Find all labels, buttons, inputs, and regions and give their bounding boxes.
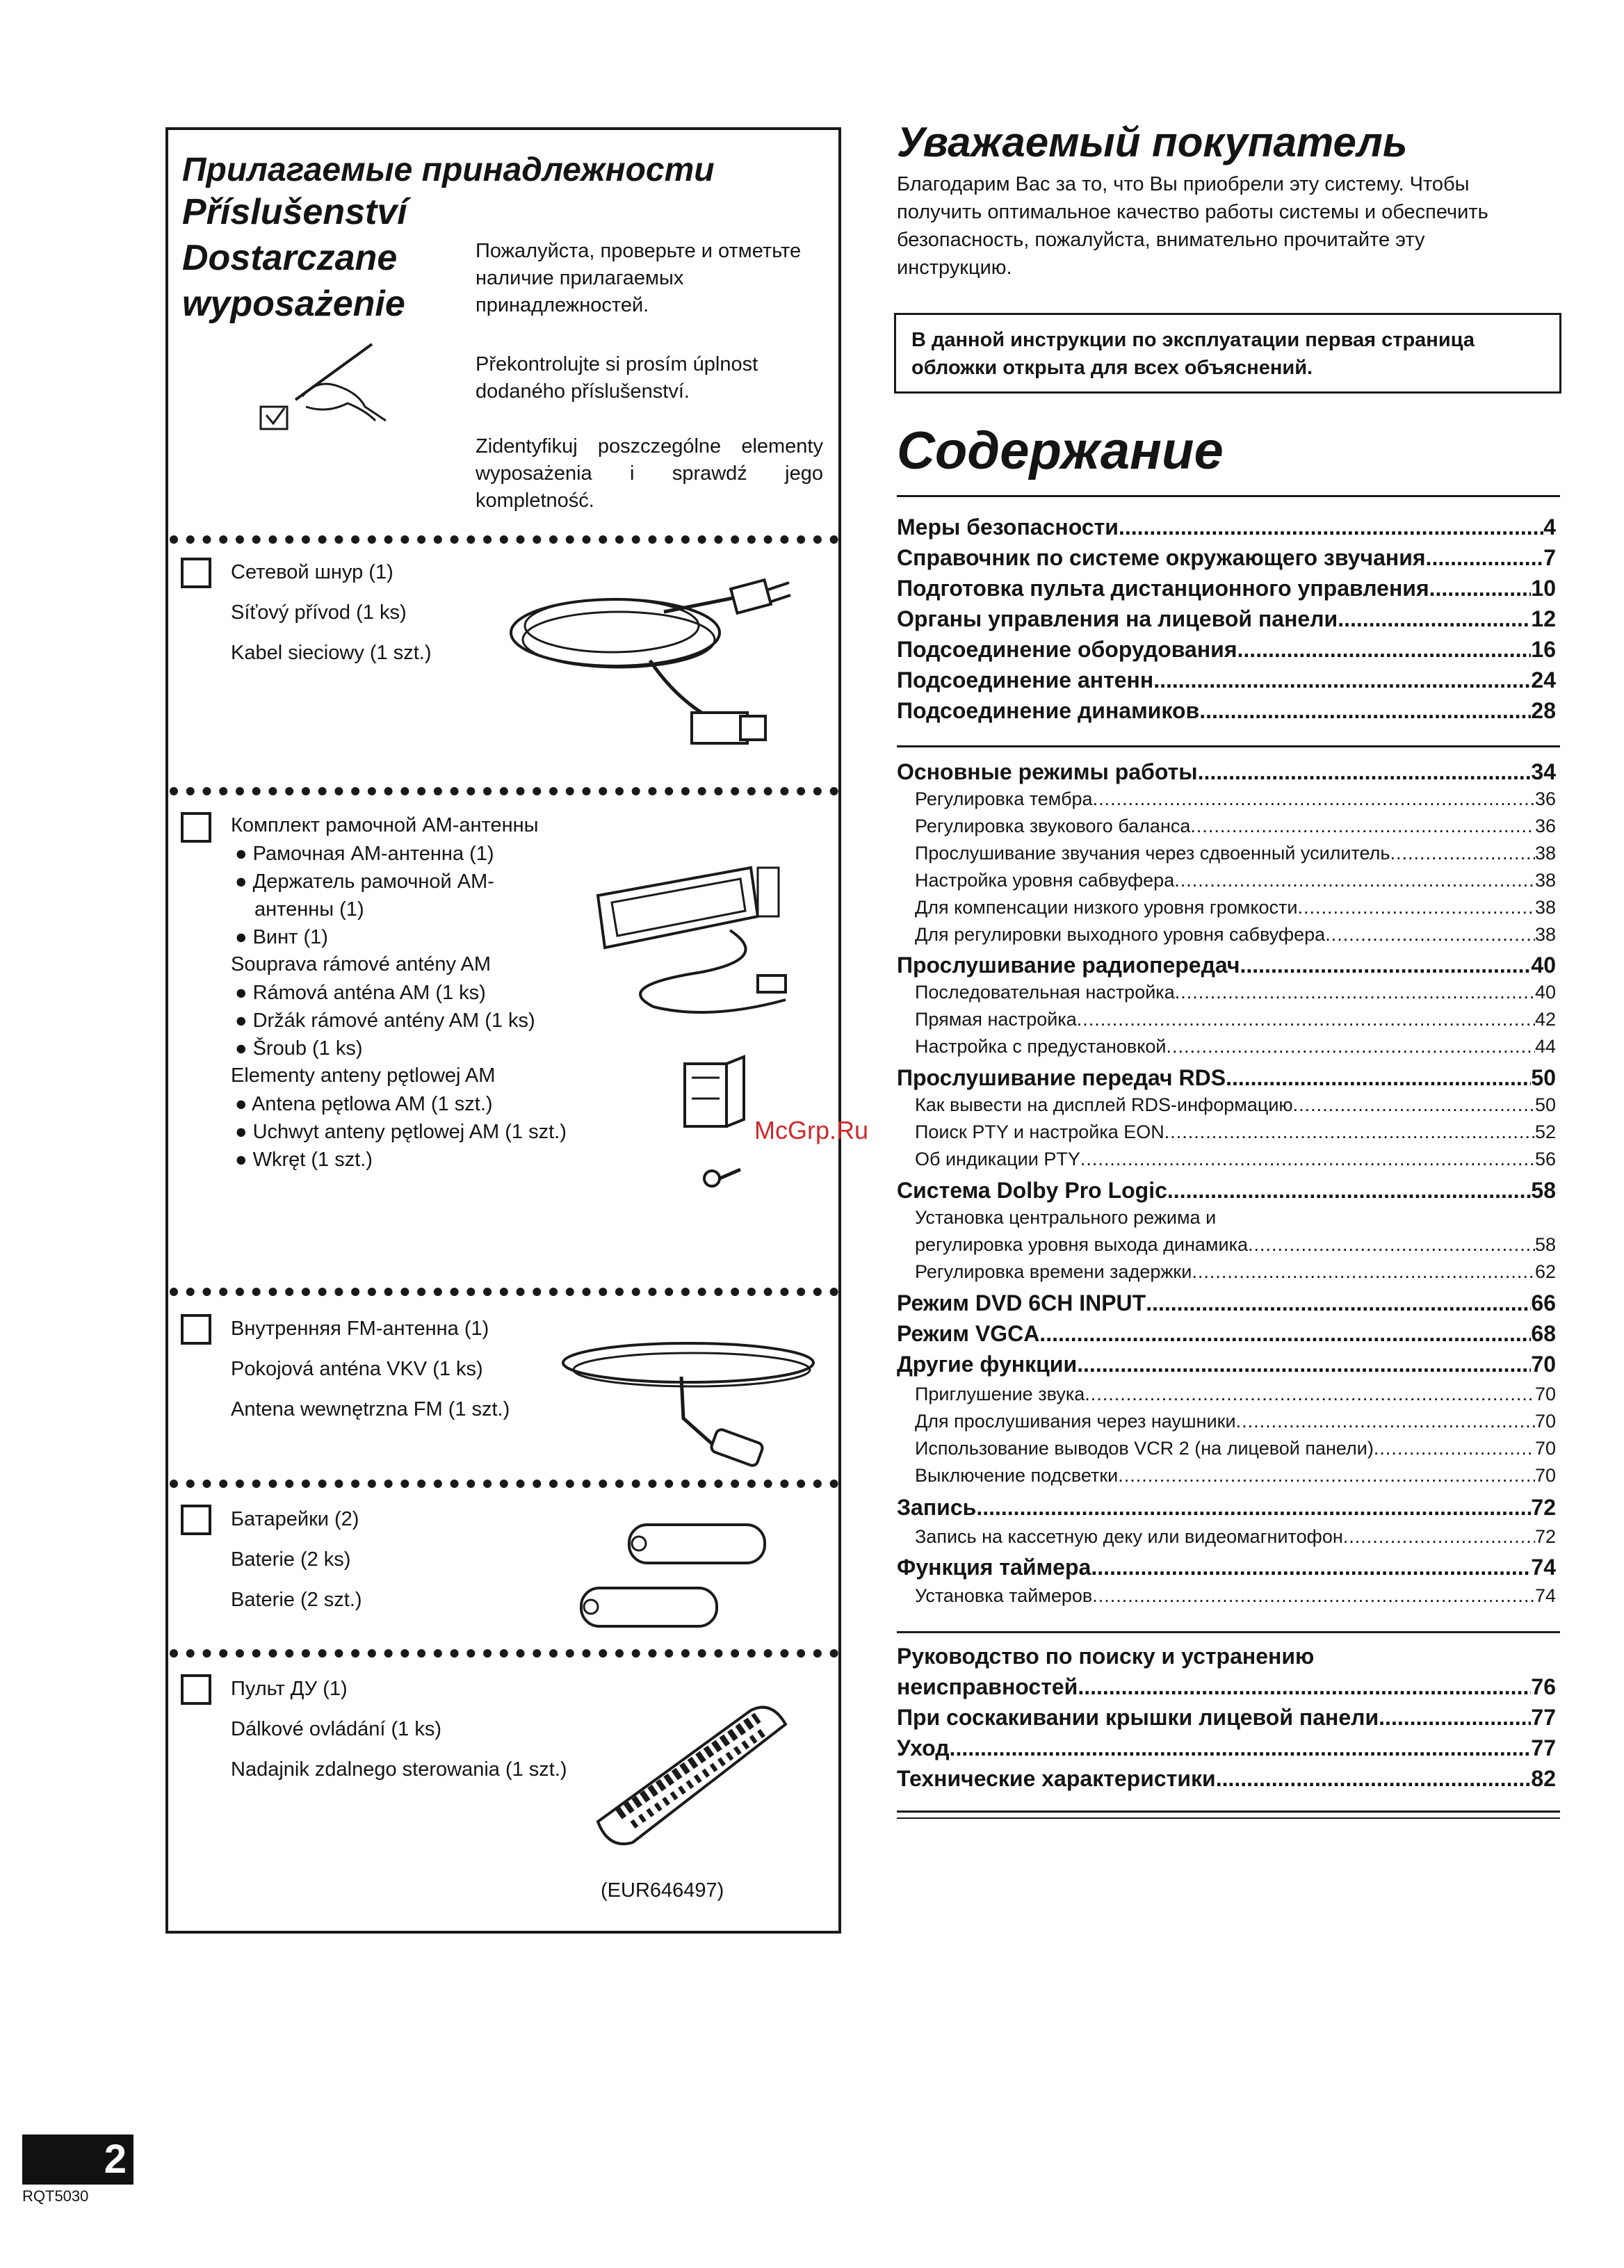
- accessories-intro-pl: Zidentyfikuj poszczególne elementy wyposażenia i sprawdź jego kompletność.: [476, 435, 823, 512]
- accessories-heading-ru: Прилагаемые принадлежности: [182, 152, 715, 188]
- toc-entry[interactable]: Функция таймера ..... 74: [897, 1555, 1556, 1585]
- toc-subentry[interactable]: Настройка с предустановкой ..... 44: [897, 1036, 1556, 1063]
- dear-customer-text: Благодарим Вас за то, что Вы приобрели эту систему. Чтобы получить оптимальное качество работы системы и обеспечить безопасность, пожалуйста, внимательно прочитайте эту инструкцию.: [897, 173, 1488, 279]
- toc-subentry[interactable]: Прямая настройка ..... 42: [897, 1009, 1556, 1036]
- accessories-intro-ru: Пожалуйста, проверьте и отметьте наличие прилагаемых принадлежностей.: [476, 240, 802, 316]
- item-label: Сетевой шнур (1): [231, 561, 393, 583]
- toc-entry: Руководство по поиску и устранению: [897, 1644, 1315, 1669]
- toc-subentry[interactable]: регулировка уровня выхода динамика ..... 58: [897, 1234, 1556, 1261]
- accessories-heading-pl-2: wyposażenie: [182, 284, 405, 324]
- item-label: Батарейки (2): [231, 1508, 359, 1530]
- accessories-intro-cz: Překontrolujte si prosím úplnost dodaného příslušenství.: [476, 353, 758, 403]
- bullet-item: ● Wkręt (1 szt.): [235, 1149, 373, 1171]
- remote-control-icon: [591, 1696, 799, 1856]
- bullet-item-cont: антенны (1): [254, 898, 364, 921]
- dotted-separator: [170, 787, 838, 795]
- toc-subentry[interactable]: Последовательная настройка ..... 40: [897, 982, 1556, 1009]
- toc-entry[interactable]: Меры безопасности ..... 4: [897, 515, 1556, 545]
- toc-entry[interactable]: Прослушивание радиопередач ..... 40: [897, 953, 1556, 983]
- toc-entry[interactable]: Режим VGCA ..... 68: [897, 1321, 1556, 1352]
- toc-subentry[interactable]: Для прослушивания через наушники ..... 70: [897, 1411, 1556, 1438]
- battery-icon: [574, 1582, 727, 1631]
- divider: [897, 745, 1560, 747]
- toc-subentry[interactable]: Поиск PTY и настройка EON ..... 52: [897, 1121, 1556, 1149]
- toc-entry[interactable]: Подсоединение оборудования ..... 16: [897, 637, 1556, 667]
- toc-subentry: Установка центрального режима и: [915, 1207, 1217, 1228]
- bullet-item: ● Antena pętlowa AM (1 szt.): [235, 1093, 493, 1115]
- divider: [897, 1811, 1560, 1813]
- divider: [897, 1817, 1560, 1819]
- toc-entry[interactable]: Система Dolby Pro Logic ..... 58: [897, 1178, 1556, 1208]
- toc-subentry[interactable]: Использование выводов VCR 2 (на лицевой панели) ..... 70: [897, 1438, 1556, 1465]
- bullet-item: ● Держатель рамочной АМ-: [235, 870, 494, 893]
- toc-subentry[interactable]: Настройка уровня сабвуфера ..... 38: [897, 870, 1556, 897]
- item-title-pl: Elementy anteny pętlowej AM: [231, 1064, 496, 1087]
- item-label: Пульт ДУ (1): [231, 1678, 348, 1700]
- toc-subentry[interactable]: Для регулировки выходного уровня сабвуфера ..... 38: [897, 924, 1556, 951]
- divider: [897, 495, 1560, 497]
- dotted-separator: [170, 1649, 838, 1658]
- checkbox-batteries[interactable]: [181, 1505, 211, 1535]
- toc-entry[interactable]: Подготовка пульта дистанционного управления ..... 10: [897, 576, 1556, 606]
- toc-entry[interactable]: Технические характеристики ..... 82: [897, 1766, 1556, 1797]
- toc-subentry[interactable]: Приглушение звука ..... 70: [897, 1384, 1556, 1411]
- item-title-ru: Комплект рамочной АМ-антенны: [231, 814, 539, 836]
- item-label: Внутренняя FM-антенна (1): [231, 1318, 489, 1340]
- toc-subentry[interactable]: Для компенсации низкого уровня громкости ..... 38: [897, 897, 1556, 924]
- divider: [897, 1631, 1560, 1633]
- checkbox-fm-antenna[interactable]: [181, 1314, 211, 1345]
- bullet-item: ● Uchwyt anteny pętlowej AM (1 szt.): [235, 1121, 567, 1143]
- item-label: Nadajnik zdalnego sterowania (1 szt.): [231, 1758, 567, 1781]
- toc-subentry[interactable]: Об индикации PTY ..... 56: [897, 1149, 1556, 1176]
- bullet-item: ● Rámová anténa AM (1 ks): [235, 982, 486, 1004]
- toc-subentry[interactable]: Запись на кассетную деку или видеомагнитофон ..... 72: [897, 1526, 1556, 1553]
- dotted-separator: [170, 1288, 838, 1296]
- toc-entry[interactable]: Прослушивание передач RDS ..... 50: [897, 1065, 1556, 1096]
- item-label: Dálkové ovládání (1 ks): [231, 1718, 442, 1740]
- checkbox-remote[interactable]: [181, 1674, 211, 1705]
- bullet-item: ● Винт (1): [235, 926, 328, 948]
- item-label: Antena wewnętrzna FM (1 szt.): [231, 1398, 510, 1420]
- toc-entry[interactable]: Запись ..... 72: [897, 1495, 1556, 1525]
- item-label: Kabel sieciowy (1 szt.): [231, 642, 432, 664]
- toc-subentry[interactable]: Прослушивание звучания через сдвоенный усилитель ..... 38: [897, 843, 1556, 870]
- remote-model-number: (EUR646497): [601, 1879, 724, 1902]
- toc-entry[interactable]: Подсоединение антенн ..... 24: [897, 667, 1556, 698]
- bullet-item: ● Рамочная АМ-антенна (1): [235, 843, 494, 865]
- item-label: Baterie (2 ks): [231, 1548, 351, 1571]
- toc-entry[interactable]: Уход ..... 77: [897, 1735, 1556, 1766]
- power-cord-icon: [497, 556, 796, 765]
- bullet-item: ● Šroub (1 ks): [235, 1037, 363, 1060]
- antenna-holder-icon: [678, 1050, 754, 1140]
- toc-entry[interactable]: Другие функции ..... 70: [897, 1352, 1556, 1382]
- item-label: Baterie (2 szt.): [231, 1589, 362, 1611]
- toc-subentry[interactable]: Регулировка тембра ..... 36: [897, 788, 1556, 816]
- toc-entry[interactable]: Режим DVD 6CH INPUT ..... 66: [897, 1290, 1556, 1321]
- page-number: 2: [22, 2135, 133, 2185]
- item-label: Pokojová anténa VKV (1 ks): [231, 1358, 483, 1380]
- accessories-heading-pl-1: Dostarczane: [182, 238, 398, 278]
- toc-entry[interactable]: При соскакивании крышки лицевой панели ..... 77: [897, 1705, 1556, 1735]
- screw-icon: [702, 1161, 744, 1196]
- toc-subentry[interactable]: Выключение подсветки ..... 70: [897, 1465, 1556, 1492]
- doc-code: RQT5030: [22, 2187, 89, 2205]
- toc-subentry[interactable]: Как вывести на дисплей RDS-информацию ..... 50: [897, 1094, 1556, 1121]
- watermark-link[interactable]: McGrp.Ru: [754, 1116, 869, 1144]
- am-loop-antenna-icon: [591, 854, 799, 1021]
- toc-entry[interactable]: Подсоединение динамиков ..... 28: [897, 698, 1556, 729]
- toc-subentry[interactable]: Установка таймеров ..... 74: [897, 1585, 1556, 1612]
- dotted-separator: [170, 535, 838, 544]
- item-label: Síťový přívod (1 ks): [231, 601, 407, 624]
- item-title-cz: Souprava rámové antény AM: [231, 953, 491, 975]
- dotted-separator: [170, 1480, 838, 1488]
- toc-subentry[interactable]: Регулировка времени задержки ..... 62: [897, 1261, 1556, 1288]
- toc-subentry[interactable]: Регулировка звукового баланса ..... 36: [897, 816, 1556, 843]
- note-box: В данной инструкции по эксплуатации первая страница обложки открыта для всех объяснений.: [894, 313, 1561, 394]
- toc-entry[interactable]: Справочник по системе окружающего звучания ..... 7: [897, 545, 1556, 576]
- contents-title: Содержание: [897, 421, 1224, 480]
- accessories-heading-cz: Příslušenství: [182, 192, 407, 232]
- fm-antenna-icon: [556, 1321, 820, 1467]
- toc-entry[interactable]: неисправностей ..... 76: [897, 1674, 1556, 1705]
- bullet-item: ● Držák rámové antény AM (1 ks): [235, 1010, 535, 1032]
- checklist-hand-icon: [254, 337, 400, 442]
- checkbox-am-antenna[interactable]: [181, 812, 211, 843]
- dear-customer-title: Уважаемый покупатель: [897, 119, 1408, 165]
- toc-entry[interactable]: Основные режимы работы ..... 34: [897, 759, 1556, 790]
- toc-entry[interactable]: Органы управления на лицевой панели ..... 12: [897, 606, 1556, 637]
- checkbox-power-cord[interactable]: [181, 558, 211, 588]
- battery-icon: [622, 1519, 775, 1568]
